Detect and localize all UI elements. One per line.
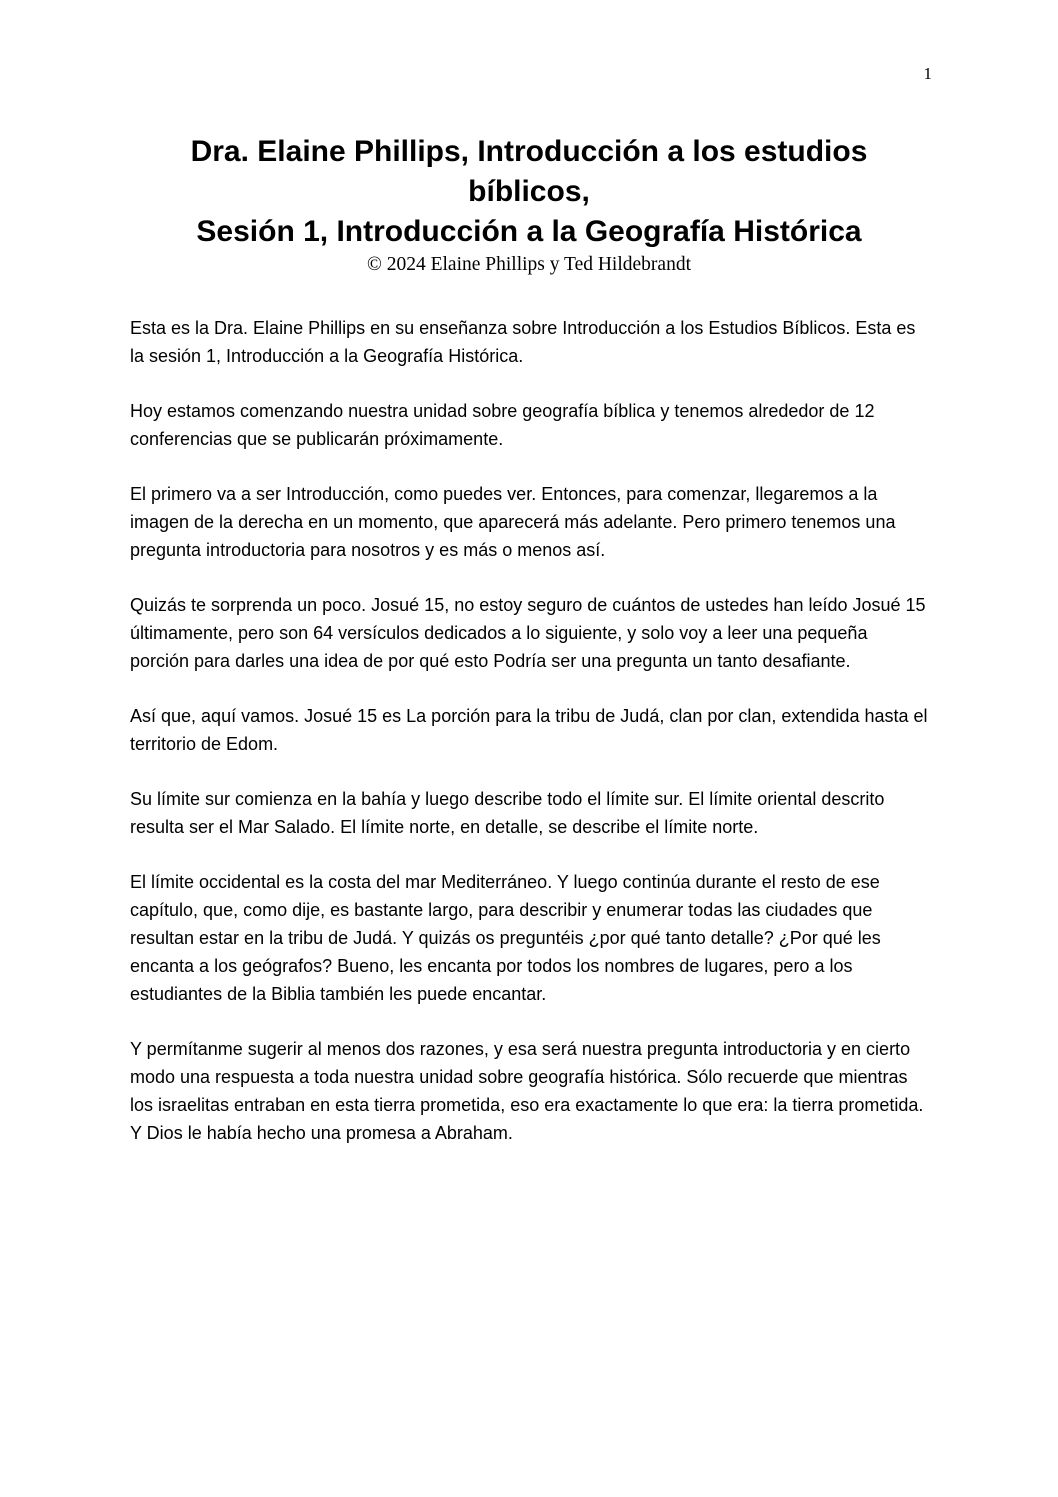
page-number: 1 (923, 64, 932, 83)
paragraph: Y permítanme sugerir al menos dos razones, y esa será nuestra pregunta introductoria y en cierto modo una respuesta a toda nuestra unidad sobre geografía histórica. Sólo recuerde que mientras los israelitas entraban en esta tierra prometida, eso era exactamente lo que era: la tierra prometida. Y Dios le había hecho una promesa a Abraham. (130, 1039, 924, 1143)
paragraph: Quizás te sorprenda un poco. Josué 15, no estoy seguro de cuántos de ustedes han leído Josué 15 últimamente, pero son 64 versículos dedicados a lo siguiente, y solo voy a leer una pequeña porción para darles una idea de por qué esto Podría ser una pregunta un tanto desafiante. (130, 595, 926, 671)
paragraph: Hoy estamos comenzando nuestra unidad sobre geografía bíblica y tenemos alrededor de 12 conferencias que se publicarán próximamente. (130, 401, 875, 449)
paragraph: El primero va a ser Introducción, como puedes ver. Entonces, para comenzar, llegaremos a la imagen de la derecha en un momento, que aparecerá más adelante. Pero primero tenemos una pregunta introductoria para nosotros y es más o menos así. (130, 484, 896, 560)
session-title: Sesión 1, Introducción a la Geografía Histórica (196, 215, 862, 248)
transcript-body (130, 314, 928, 1174)
paragraph: Su límite sur comienza en la bahía y luego describe todo el límite sur. El límite oriental descrito resulta ser el Mar Salado. El límite norte, en detalle, se describe el límite norte. (130, 789, 885, 837)
paragraph: Esta es la Dra. Elaine Phillips en su enseñanza sobre Introducción a los Estudios Bíblicos. Esta es la sesión 1, Introducción a la Geografía Histórica. (130, 318, 916, 366)
paragraph: El límite occidental es la costa del mar Mediterráneo. Y luego continúa durante el resto de ese capítulo, que, como dije, es bastante largo, para describir y enumerar todas las ciudades que resultan estar en la tribu de Judá. Y quizás os preguntéis ¿por qué tanto detalle? ¿Por qué les encanta a los geógrafos? Bueno, les encanta por todos los nombres de lugares, pero a los estudiantes de la Biblia también les puede encantar. (130, 872, 881, 1004)
document-title: Dra. Elaine Phillips, Introducción a los estudios bíblicos, (190, 135, 868, 208)
copyright-notice: © 2024 Elaine Phillips y Ted Hildebrandt (367, 254, 691, 275)
title-block (130, 132, 928, 278)
paragraph: Así que, aquí vamos. Josué 15 es La porción para la tribu de Judá, clan por clan, extendida hasta el territorio de Edom. (130, 706, 928, 754)
